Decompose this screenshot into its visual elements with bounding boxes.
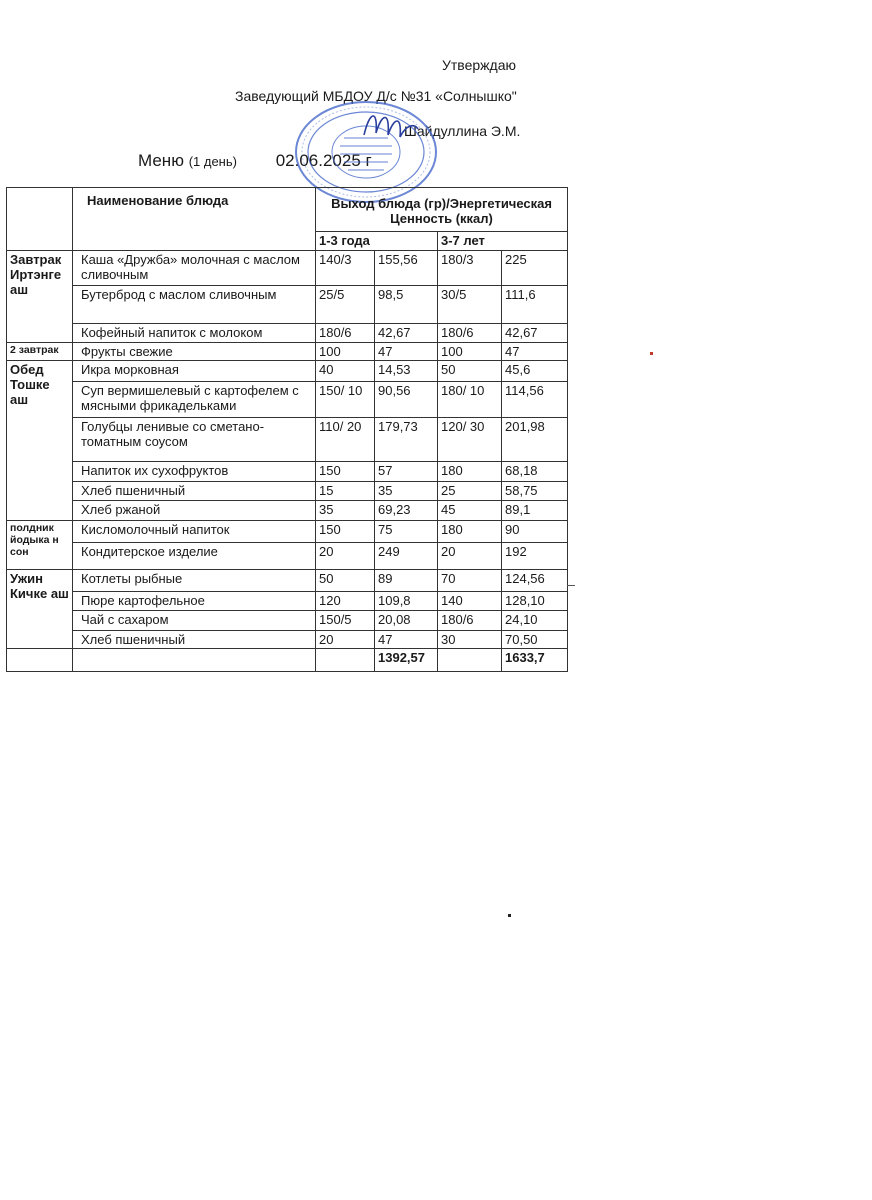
meal-header-cell	[7, 188, 73, 251]
weight-1-3: 120	[316, 592, 375, 611]
weight-3-7: 180/3	[438, 251, 502, 286]
weight-3-7: 70	[438, 570, 502, 592]
weight-1-3: 150/ 10	[316, 382, 375, 418]
head-position-line: Заведующий МБДОУ Д/с №31 «Солнышко"	[235, 88, 517, 104]
energy-3-7: 225	[502, 251, 568, 286]
empty-cell	[438, 649, 502, 672]
energy-1-3: 249	[375, 543, 438, 570]
dish-name: Каша «Дружба» молочная с маслом сливочным	[73, 251, 316, 286]
dish-name: Кисломолочный напиток	[73, 521, 316, 543]
energy-3-7: 58,75	[502, 482, 568, 501]
dish-name: Хлеб пшеничный	[73, 631, 316, 649]
weight-1-3: 40	[316, 361, 375, 382]
dish-name: Бутерброд с маслом сливочным	[73, 286, 316, 324]
table-row	[7, 361, 568, 382]
weight-1-3: 20	[316, 631, 375, 649]
energy-3-7: 68,18	[502, 462, 568, 482]
menu-table	[6, 187, 568, 672]
energy-1-3: 89	[375, 570, 438, 592]
weight-1-3: 180/6	[316, 324, 375, 343]
empty-cell	[7, 649, 73, 672]
dish-name: Икра морковная	[73, 361, 316, 382]
dish-column-header: Наименование блюда	[73, 188, 316, 251]
dish-name: Хлеб пшеничный	[73, 482, 316, 501]
energy-1-3: 14,53	[375, 361, 438, 382]
energy-3-7: 111,6	[502, 286, 568, 324]
weight-1-3: 20	[316, 543, 375, 570]
energy-1-3: 98,5	[375, 286, 438, 324]
energy-3-7: 47	[502, 343, 568, 361]
meal-name: полдник йодыка н сон	[7, 521, 73, 570]
dish-name: Кондитерское изделие	[73, 543, 316, 570]
weight-1-3: 50	[316, 570, 375, 592]
age-group-1-3: 1-3 года	[316, 232, 438, 251]
weight-1-3: 25/5	[316, 286, 375, 324]
weight-3-7: 140	[438, 592, 502, 611]
dish-name: Пюре картофельное	[73, 592, 316, 611]
empty-cell	[316, 649, 375, 672]
table-row	[7, 482, 568, 501]
weight-3-7: 30/5	[438, 286, 502, 324]
weight-3-7: 180	[438, 521, 502, 543]
table-row	[7, 418, 568, 462]
signatory-name: Шайдуллина Э.М.	[404, 123, 521, 139]
energy-1-3: 57	[375, 462, 438, 482]
menu-label: Меню	[138, 151, 184, 170]
weight-3-7: 45	[438, 501, 502, 521]
energy-1-3: 47	[375, 631, 438, 649]
energy-3-7: 201,98	[502, 418, 568, 462]
menu-days: (1 день)	[188, 154, 237, 169]
energy-3-7: 42,67	[502, 324, 568, 343]
signature-icon	[360, 105, 420, 145]
table-row	[7, 611, 568, 631]
energy-1-3: 42,67	[375, 324, 438, 343]
dish-name: Напиток их сухофруктов	[73, 462, 316, 482]
speck	[567, 585, 575, 586]
energy-1-3: 69,23	[375, 501, 438, 521]
dish-name: Голубцы ленивые со сметано-томатным соусом	[73, 418, 316, 462]
table-row	[7, 343, 568, 361]
energy-3-7: 45,6	[502, 361, 568, 382]
output-column-header: Выход блюда (гр)/Энергетическая Ценность (ккал)	[316, 188, 568, 232]
table-row	[7, 592, 568, 611]
energy-1-3: 20,08	[375, 611, 438, 631]
energy-3-7: 24,10	[502, 611, 568, 631]
energy-3-7: 90	[502, 521, 568, 543]
menu-date: 02.06.2025 г	[275, 151, 372, 170]
table-row	[7, 631, 568, 649]
dish-name: Кофейный напиток с молоком	[73, 324, 316, 343]
weight-3-7: 50	[438, 361, 502, 382]
weight-3-7: 180/6	[438, 324, 502, 343]
energy-1-3: 75	[375, 521, 438, 543]
weight-3-7: 25	[438, 482, 502, 501]
weight-1-3: 150/5	[316, 611, 375, 631]
weight-3-7: 180/6	[438, 611, 502, 631]
table-row	[7, 324, 568, 343]
energy-1-3: 155,56	[375, 251, 438, 286]
table-row	[7, 382, 568, 418]
table-row	[7, 462, 568, 482]
empty-cell	[73, 649, 316, 672]
energy-1-3: 90,56	[375, 382, 438, 418]
table-row	[7, 521, 568, 543]
meal-name: 2 завтрак	[7, 343, 73, 361]
energy-3-7: 70,50	[502, 631, 568, 649]
total-energy-3-7: 1633,7	[502, 649, 568, 672]
table-row	[7, 251, 568, 286]
meal-name: Завтрак Иртэнге аш	[7, 251, 73, 343]
weight-1-3: 15	[316, 482, 375, 501]
weight-1-3: 150	[316, 521, 375, 543]
weight-1-3: 100	[316, 343, 375, 361]
age-group-3-7: 3-7 лет	[438, 232, 568, 251]
speck	[508, 914, 511, 917]
weight-3-7: 180/ 10	[438, 382, 502, 418]
energy-1-3: 179,73	[375, 418, 438, 462]
energy-3-7: 114,56	[502, 382, 568, 418]
table-row	[7, 570, 568, 592]
energy-3-7: 124,56	[502, 570, 568, 592]
table-row	[7, 501, 568, 521]
approve-label: Утверждаю	[442, 57, 516, 73]
energy-1-3: 109,8	[375, 592, 438, 611]
total-energy-1-3: 1392,57	[375, 649, 438, 672]
weight-3-7: 120/ 30	[438, 418, 502, 462]
dish-name: Суп вермишелевый с картофелем с мясными фрикадельками	[73, 382, 316, 418]
speck	[650, 352, 653, 355]
dish-name: Хлеб ржаной	[73, 501, 316, 521]
weight-1-3: 110/ 20	[316, 418, 375, 462]
dish-name: Котлеты рыбные	[73, 570, 316, 592]
energy-1-3: 47	[375, 343, 438, 361]
energy-1-3: 35	[375, 482, 438, 501]
weight-1-3: 140/3	[316, 251, 375, 286]
dish-name: Чай с сахаром	[73, 611, 316, 631]
weight-1-3: 150	[316, 462, 375, 482]
totals-row	[7, 649, 568, 672]
weight-1-3: 35	[316, 501, 375, 521]
meal-name: Обед Тошке аш	[7, 361, 73, 521]
energy-3-7: 89,1	[502, 501, 568, 521]
table-row	[7, 286, 568, 324]
weight-3-7: 100	[438, 343, 502, 361]
table-row	[7, 543, 568, 570]
weight-3-7: 180	[438, 462, 502, 482]
weight-3-7: 30	[438, 631, 502, 649]
meal-name: Ужин Кичке аш	[7, 570, 73, 649]
weight-3-7: 20	[438, 543, 502, 570]
dish-name: Фрукты свежие	[73, 343, 316, 361]
energy-3-7: 128,10	[502, 592, 568, 611]
energy-3-7: 192	[502, 543, 568, 570]
